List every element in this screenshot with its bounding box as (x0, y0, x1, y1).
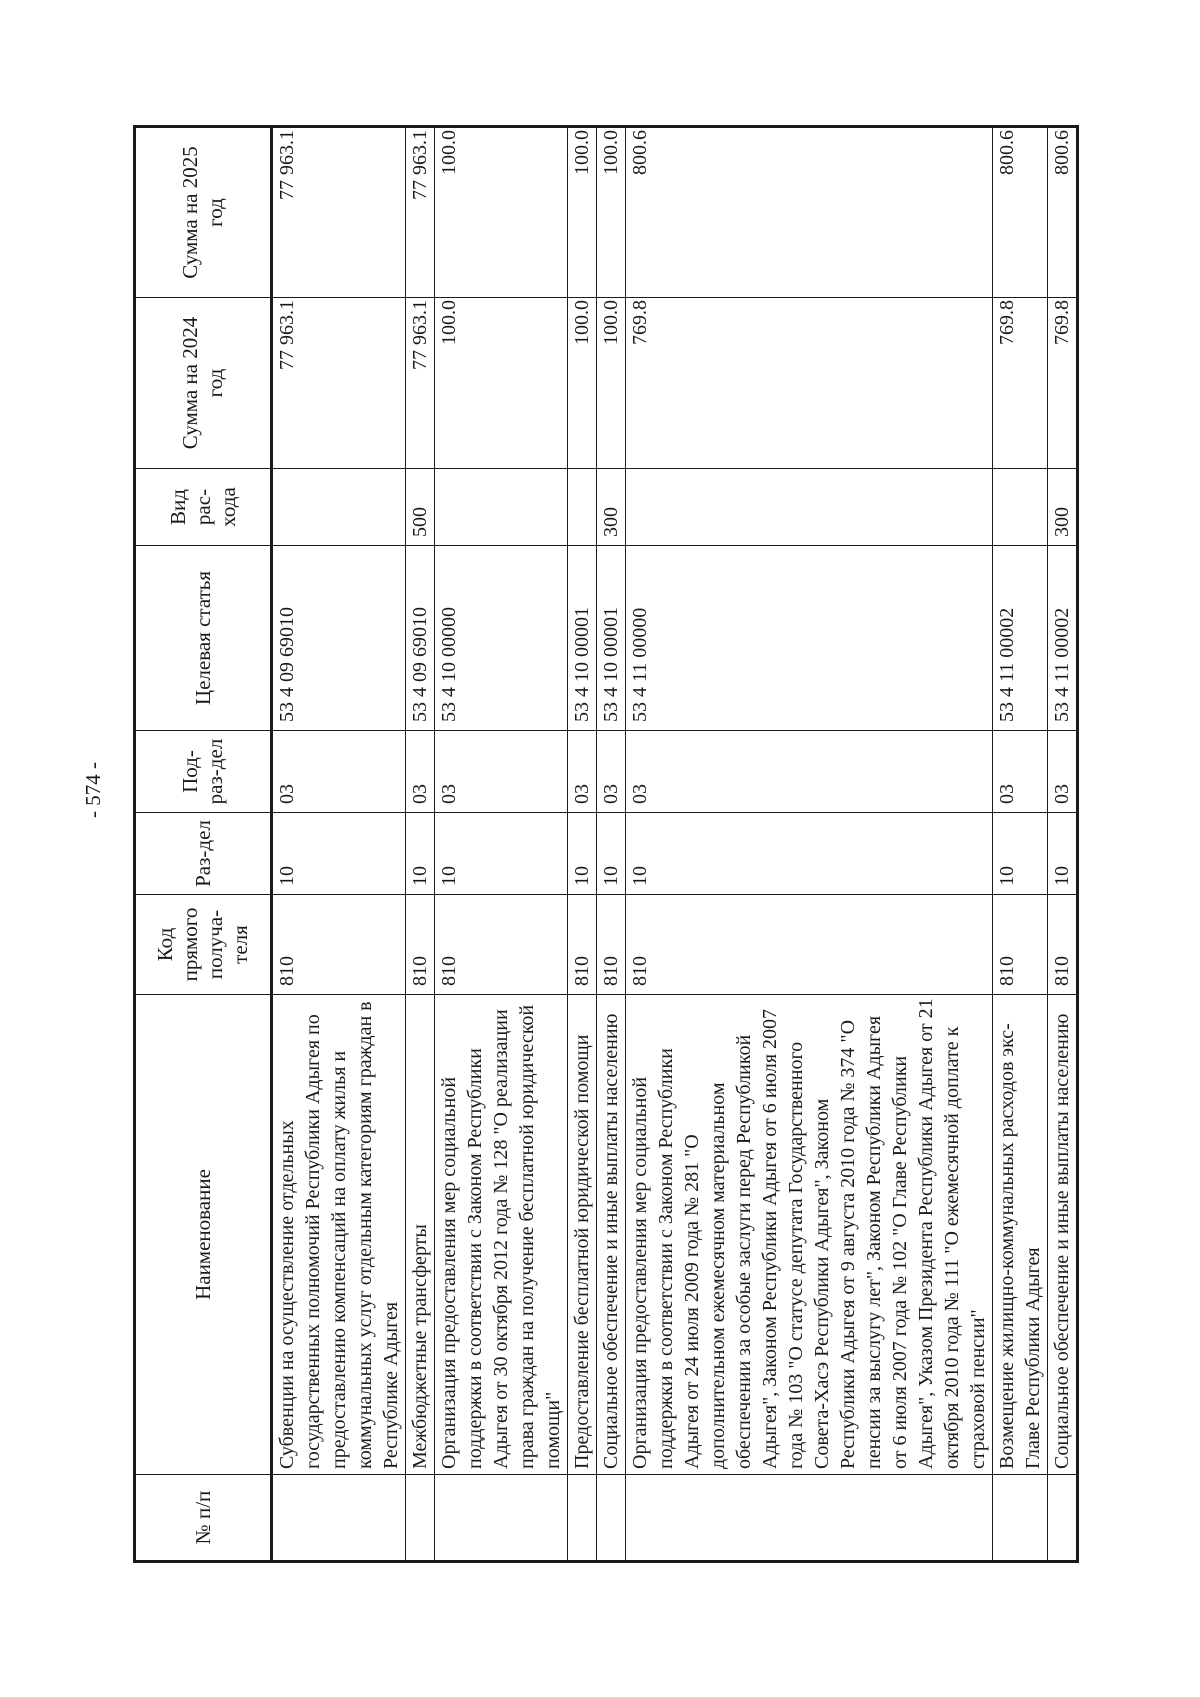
row-sum2025: 800.6 (626, 127, 993, 298)
row-sum2025: 800.6 (993, 127, 1048, 298)
row-sum2024: 100.0 (435, 298, 568, 469)
row-recipient: 810 (626, 895, 993, 995)
row-target: 53 4 09 69010 (272, 546, 406, 731)
row-subsection: 03 (626, 731, 993, 813)
table-header-row (135, 127, 272, 1562)
row-exptype: 300 (1048, 469, 1078, 546)
budget-table-container (133, 128, 1073, 1563)
header-subsection: Под-раз-дел (135, 731, 272, 813)
row-target: 53 4 11 00002 (1048, 546, 1078, 731)
table-row (272, 127, 406, 1562)
row-name: Возмещение жилищно-коммунальных расходов экс-Главе Республики Адыгея (993, 995, 1048, 1475)
row-exptype (272, 469, 406, 546)
row-section: 10 (568, 813, 597, 895)
row-sum2025: 100.0 (435, 127, 568, 298)
header-sum2025: Сумма на 2025 год (135, 127, 272, 298)
row-name: Межбюджетные трансферты (406, 995, 435, 1475)
row-target: 53 4 10 00001 (568, 546, 597, 731)
row-section: 10 (626, 813, 993, 895)
row-name: Организация предоставления мер социальной поддержки в соответствии с Законом Республики Адыгея от 30 октября 2012 года № 128 "О реализации права граждан на получение бесплатной юридической помощи" (435, 995, 568, 1475)
table-row (406, 127, 435, 1562)
row-subsection: 03 (993, 731, 1048, 813)
table-row (435, 127, 568, 1562)
row-subsection: 03 (406, 731, 435, 813)
table-row (626, 127, 993, 1562)
row-exptype (993, 469, 1048, 546)
row-recipient: 810 (597, 895, 626, 995)
row-sum2024: 769.8 (626, 298, 993, 469)
row-section: 10 (597, 813, 626, 895)
table-row (993, 127, 1048, 1562)
row-target: 53 4 10 00000 (435, 546, 568, 731)
row-sum2024: 100.0 (568, 298, 597, 469)
row-subsection: 03 (1048, 731, 1078, 813)
table-row (568, 127, 597, 1562)
row-target: 53 4 10 00001 (597, 546, 626, 731)
row-target: 53 4 11 00002 (993, 546, 1048, 731)
row-section: 10 (993, 813, 1048, 895)
header-section: Раз-дел (135, 813, 272, 895)
row-sum2024: 77 963.1 (406, 298, 435, 469)
header-recipient: Код прямого получа-теля (135, 895, 272, 995)
row-name: Предоставление бесплатной юридической помощи (568, 995, 597, 1475)
row-sum2024: 100.0 (597, 298, 626, 469)
row-idx (597, 1475, 626, 1562)
row-section: 10 (435, 813, 568, 895)
row-sum2024: 77 963.1 (272, 298, 406, 469)
row-sum2024: 769.8 (1048, 298, 1078, 469)
row-section: 10 (1048, 813, 1078, 895)
row-name: Организация предоставления мер социальной поддержки в соответствии с Законом Республики Адыгея от 24 июля 2009 года № 281 "О дополнительном ежемесячном материальном обеспечении за особые заслуги перед Республикой Адыгея", Законом Республики Адыгея от 6 июля 2007 года № 103 "О статусе депутата Государственного Совета-Хасэ Республики Адыгея", Законом Республики Адыгея от 9 августа 2010 года № 374 "О пенсии за выслугу лет", Законом Республики Адыгея от 6 июля 2007 года № 102 "О Главе Республики Адыгея", Указом Президента Республики Адыгея от 21 октября 2010 года № 111 "О ежемесячной доплате к страховой пенсии" (626, 995, 993, 1475)
row-recipient: 810 (993, 895, 1048, 995)
row-target: 53 4 11 00000 (626, 546, 993, 731)
header-name: Наименование (135, 995, 272, 1475)
row-subsection: 03 (568, 731, 597, 813)
row-sum2025: 100.0 (597, 127, 626, 298)
header-idx: № п/п (135, 1475, 272, 1562)
row-sum2025: 77 963.1 (406, 127, 435, 298)
row-idx (406, 1475, 435, 1562)
row-name: Социальное обеспечение и иные выплаты населению (1048, 995, 1078, 1475)
header-exptype: Вид рас-хода (135, 469, 272, 546)
row-recipient: 810 (568, 895, 597, 995)
row-exptype (435, 469, 568, 546)
row-section: 10 (406, 813, 435, 895)
row-target: 53 4 09 69010 (406, 546, 435, 731)
row-idx (993, 1475, 1048, 1562)
row-recipient: 810 (1048, 895, 1078, 995)
row-subsection: 03 (272, 731, 406, 813)
row-name: Социальное обеспечение и иные выплаты населению (597, 995, 626, 1475)
budget-table (133, 125, 1079, 1563)
row-sum2024: 769.8 (993, 298, 1048, 469)
row-sum2025: 77 963.1 (272, 127, 406, 298)
row-exptype (568, 469, 597, 546)
row-recipient: 810 (435, 895, 568, 995)
row-exptype: 300 (597, 469, 626, 546)
row-section: 10 (272, 813, 406, 895)
page-number: - 574 - (81, 762, 105, 818)
row-idx (626, 1475, 993, 1562)
row-subsection: 03 (435, 731, 568, 813)
header-sum2024: Сумма на 2024 год (135, 298, 272, 469)
row-recipient: 810 (406, 895, 435, 995)
row-idx (1048, 1475, 1078, 1562)
row-idx (435, 1475, 568, 1562)
row-idx (568, 1475, 597, 1562)
row-recipient: 810 (272, 895, 406, 995)
row-exptype: 500 (406, 469, 435, 546)
row-name: Субвенции на осуществление отдельных государственных полномочий Республики Адыгея по предоставлению компенсаций на оплату жилья и коммунальных услуг отдельным категориям граждан в Республике Адыгея (272, 995, 406, 1475)
row-sum2025: 100.0 (568, 127, 597, 298)
table-row (597, 127, 626, 1562)
row-sum2025: 800.6 (1048, 127, 1078, 298)
row-idx (272, 1475, 406, 1562)
row-exptype (626, 469, 993, 546)
row-subsection: 03 (597, 731, 626, 813)
table-row (1048, 127, 1078, 1562)
header-target: Целевая статья (135, 546, 272, 731)
